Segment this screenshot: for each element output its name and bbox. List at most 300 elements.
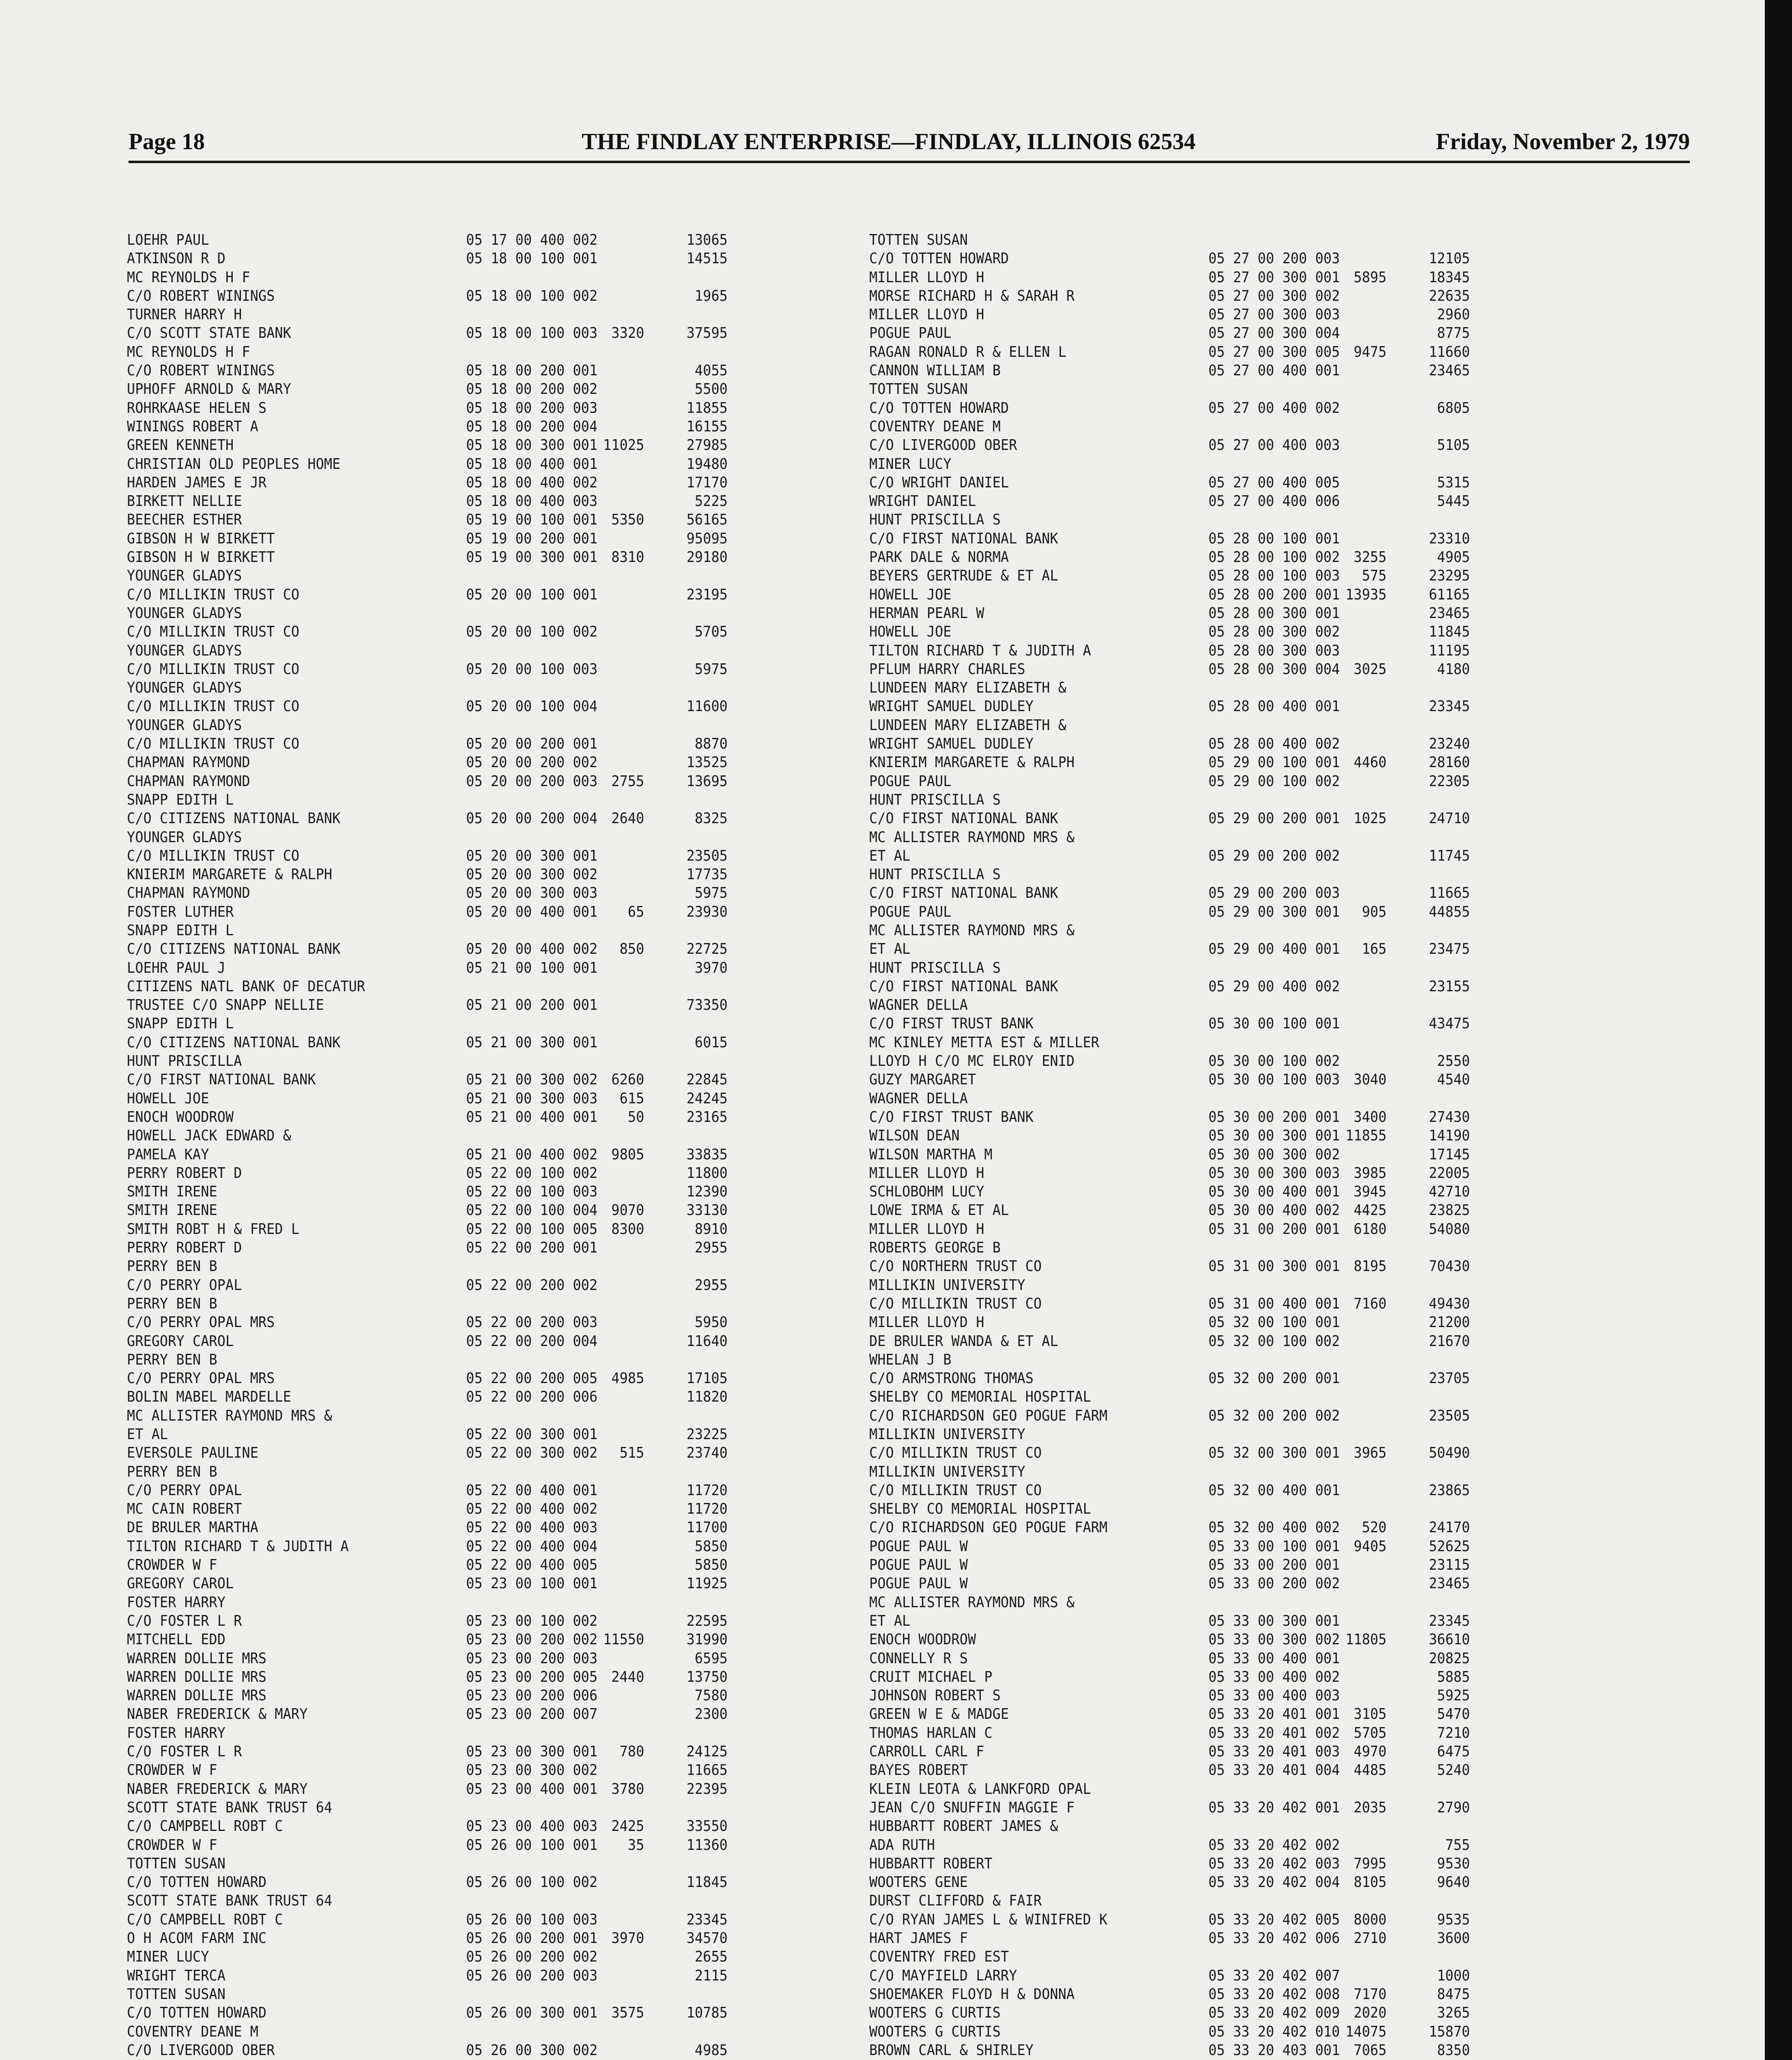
parcel-number: 05 27 00 400 006 <box>1208 493 1340 510</box>
parcel-number: 05 30 00 400 002 <box>1208 1202 1340 1219</box>
assessed-value: 50490 <box>1429 1444 1470 1462</box>
tax-amount: 2425 <box>611 1818 644 1835</box>
listing-row <box>127 1556 790 1574</box>
owner-name: PERRY BEN B <box>127 1351 218 1368</box>
parcel-number: 05 30 00 300 002 <box>1208 1146 1340 1163</box>
owner-name: UPHOFF ARNOLD & MARY <box>127 381 291 398</box>
tax-amount: 2035 <box>1354 1799 1387 1816</box>
assessed-value: 22595 <box>686 1612 728 1629</box>
listing-row <box>127 1276 790 1295</box>
owner-name: WRIGHT SAMUEL DUDLEY <box>869 698 1034 715</box>
assessed-value: 36610 <box>1429 1631 1470 1648</box>
assessed-value: 11720 <box>686 1482 728 1499</box>
owner-name: WOOTERS GENE <box>869 1874 968 1891</box>
listing-row <box>127 1481 790 1500</box>
tax-amount: 6260 <box>611 1071 644 1089</box>
parcel-number: 05 22 00 300 002 <box>466 1444 598 1462</box>
listing-row <box>869 249 1532 268</box>
listing-row <box>127 1817 790 1835</box>
assessed-value: 23465 <box>1429 1575 1470 1592</box>
owner-name: C/O MILLIKIN TRUST CO <box>127 660 299 678</box>
owner-name: BEYERS GERTRUDE & ET AL <box>869 567 1058 585</box>
assessed-value: 42710 <box>1429 1183 1470 1201</box>
assessed-value: 23345 <box>686 1911 728 1928</box>
owner-name: C/O PERRY OPAL MRS <box>127 1370 275 1387</box>
tax-amount: 9475 <box>1354 343 1387 360</box>
owner-name: LLOYD H C/O MC ELROY ENID <box>869 1053 1075 1070</box>
parcel-number: 05 21 00 300 003 <box>466 1090 598 1107</box>
listing-row <box>869 2023 1532 2041</box>
parcel-number: 05 33 20 402 010 <box>1208 2023 1340 2040</box>
owner-name: SMITH IRENE <box>127 1183 218 1201</box>
listing-row <box>127 1686 790 1705</box>
parcel-number: 05 33 00 300 002 <box>1208 1631 1340 1648</box>
listing-row <box>869 1201 1532 1220</box>
listing-row <box>127 1537 790 1556</box>
listing-row <box>869 809 1532 828</box>
owner-name: GREEN W E & MADGE <box>869 1706 1009 1723</box>
listing-row <box>127 1332 790 1351</box>
owner-name: WILSON MARTHA M <box>869 1146 993 1163</box>
assessed-value: 23705 <box>1429 1370 1470 1387</box>
owner-name: BEECHER ESTHER <box>127 511 242 529</box>
owner-name: POGUE PAUL W <box>869 1557 968 1574</box>
parcel-number: 05 27 00 400 003 <box>1208 437 1340 454</box>
parcel-number: 05 28 00 300 001 <box>1208 604 1340 622</box>
newspaper-title: THE FINDLAY ENTERPRISE—FINDLAY, ILLINOIS 62534 <box>582 129 1196 154</box>
owner-name: C/O CAMPBELL ROBT C <box>127 1911 283 1928</box>
listing-row <box>127 585 790 604</box>
listing-row <box>127 884 790 902</box>
owner-name: C/O PERRY OPAL <box>127 1482 242 1499</box>
listing-row <box>869 753 1532 772</box>
owner-name: C/O TOTTEN HOWARD <box>869 399 1009 417</box>
owner-name: C/O FIRST NATIONAL BANK <box>869 810 1058 827</box>
parcel-number: 05 30 00 200 001 <box>1208 1108 1340 1126</box>
tax-amount: 5705 <box>1354 1724 1387 1742</box>
assessed-value: 11845 <box>1429 623 1470 641</box>
tax-amount: 2755 <box>611 772 644 790</box>
assessed-value: 23465 <box>1429 362 1470 379</box>
listing-row <box>869 1052 1532 1070</box>
listing-row <box>869 324 1532 342</box>
parcel-number: 05 26 00 200 001 <box>466 1930 598 1947</box>
parcel-number: 05 33 20 401 002 <box>1208 1724 1340 1742</box>
owner-name: WILSON DEAN <box>869 1127 960 1145</box>
assessed-value: 2955 <box>695 1276 728 1294</box>
listing-row <box>869 1556 1532 1574</box>
parcel-number: 05 33 20 402 006 <box>1208 1930 1340 1947</box>
parcel-number: 05 22 00 200 003 <box>466 1314 598 1331</box>
owner-name: C/O RICHARDSON GEO POGUE FARM <box>869 1407 1108 1424</box>
listing-row <box>127 1891 790 1910</box>
owner-name: WAGNER DELLA <box>869 997 968 1014</box>
assessed-value: 11855 <box>686 399 728 417</box>
parcel-number: 05 19 00 100 001 <box>466 511 598 529</box>
listing-row <box>869 735 1532 753</box>
listing-row <box>869 1705 1532 1723</box>
listing-row <box>869 1817 1532 1835</box>
listing-row <box>127 566 790 585</box>
tax-amount: 50 <box>627 1108 644 1126</box>
owner-name: WARREN DOLLIE MRS <box>127 1650 267 1667</box>
assessed-value: 5445 <box>1437 493 1470 510</box>
listing-row <box>869 1686 1532 1705</box>
owner-name: CITIZENS NATL BANK OF DECATUR <box>127 978 365 995</box>
tax-amount: 780 <box>619 1743 644 1760</box>
owner-name: POGUE PAUL W <box>869 1538 968 1555</box>
listing-row <box>869 1891 1532 1910</box>
owner-name: LOEHR PAUL <box>127 232 209 248</box>
parcel-number: 05 18 00 300 001 <box>466 437 598 454</box>
tax-amount: 5350 <box>611 511 644 529</box>
parcel-number: 05 33 00 100 001 <box>1208 1538 1340 1555</box>
assessed-value: 5705 <box>695 623 728 641</box>
listing-row <box>869 996 1532 1014</box>
parcel-number: 05 26 00 100 002 <box>466 1874 598 1891</box>
listing-row <box>127 1966 790 1985</box>
listing-row <box>869 1257 1532 1276</box>
listing-row <box>127 1985 790 2004</box>
listing-row <box>127 697 790 716</box>
issue-date: Friday, November 2, 1979 <box>1436 129 1690 154</box>
assessed-value: 19480 <box>686 455 728 473</box>
listing-row <box>869 529 1532 548</box>
tax-amount: 35 <box>627 1836 644 1854</box>
listing-row <box>127 1612 790 1630</box>
listing-row <box>127 1089 790 1108</box>
assessed-value: 24710 <box>1429 810 1470 827</box>
listing-row <box>127 1854 790 1873</box>
listing-row <box>127 287 790 305</box>
assessed-value: 29180 <box>686 549 728 566</box>
assessed-value: 37595 <box>686 325 728 342</box>
listing-row <box>127 1351 790 1369</box>
owner-name: KNIERIM MARGARETE & RALPH <box>869 754 1075 771</box>
parcel-number: 05 29 00 200 001 <box>1208 810 1340 827</box>
assessed-value: 11700 <box>686 1519 728 1536</box>
owner-name: PERRY BEN B <box>127 1258 218 1275</box>
assessed-value: 49430 <box>1429 1295 1470 1312</box>
owner-name: C/O ROBERT WININGS <box>127 362 275 379</box>
listing-row <box>869 455 1532 473</box>
parcel-number: 05 23 00 200 006 <box>466 1687 598 1704</box>
tax-amount: 65 <box>627 903 644 920</box>
assessed-value: 14515 <box>686 250 728 267</box>
listing-row <box>127 1780 790 1798</box>
tax-amount: 905 <box>1362 903 1387 920</box>
owner-name: CHRISTIAN OLD PEOPLES HOME <box>127 455 341 473</box>
assessed-value: 5975 <box>695 885 728 902</box>
listing-row <box>869 716 1532 735</box>
listing-row <box>869 287 1532 305</box>
tax-amount: 515 <box>619 1444 644 1462</box>
assessed-value: 8475 <box>1437 1985 1470 2003</box>
listing-row <box>869 1369 1532 1388</box>
owner-name: HUBBARTT ROBERT JAMES & <box>869 1818 1058 1835</box>
assessed-value: 4540 <box>1437 1071 1470 1089</box>
parcel-number: 05 23 00 300 002 <box>466 1762 598 1779</box>
parcel-number: 05 22 00 400 001 <box>466 1482 598 1499</box>
owner-name: WRIGHT SAMUEL DUDLEY <box>869 735 1034 753</box>
owner-name: COVENTRY DEANE M <box>869 418 1001 435</box>
listing-row <box>127 492 790 510</box>
listing-row <box>127 268 790 287</box>
assessed-value: 11745 <box>1429 847 1470 864</box>
listing-row <box>127 1761 790 1779</box>
owner-name: HUNT PRISCILLA S <box>869 866 1001 883</box>
parcel-number: 05 18 00 400 002 <box>466 474 598 491</box>
owner-name: ADA RUTH <box>869 1836 935 1854</box>
listing-row <box>869 1089 1532 1108</box>
page-number: Page 18 <box>129 129 205 154</box>
parcel-number: 05 23 00 400 001 <box>466 1780 598 1798</box>
tax-amount: 1025 <box>1354 810 1387 827</box>
assessed-value: 2550 <box>1437 1053 1470 1070</box>
owner-name: JOHNSON ROBERT S <box>869 1687 1001 1704</box>
parcel-number: 05 22 00 400 004 <box>466 1538 598 1555</box>
parcel-number: 05 28 00 100 001 <box>1208 530 1340 547</box>
listing-row <box>869 1537 1532 1556</box>
listing-row <box>869 548 1532 566</box>
assessed-value: 95095 <box>686 530 728 547</box>
parcel-number: 05 29 00 100 002 <box>1208 772 1340 790</box>
owner-name: C/O MILLIKIN TRUST CO <box>869 1295 1042 1312</box>
owner-name: HARDEN JAMES E JR <box>127 474 267 491</box>
assessed-value: 21200 <box>1429 1314 1470 1331</box>
owner-name: C/O FIRST TRUST BANK <box>869 1108 1034 1126</box>
listing-row <box>869 641 1532 660</box>
assessed-value: 6475 <box>1437 1743 1470 1760</box>
listing-row <box>869 1780 1532 1798</box>
listing-row <box>869 1612 1532 1630</box>
listing-row <box>869 1929 1532 1948</box>
assessed-value: 16155 <box>686 418 728 435</box>
assessed-value: 7580 <box>695 1687 728 1704</box>
tax-amount: 575 <box>1362 567 1387 585</box>
listing-row <box>127 1220 790 1238</box>
listing-row <box>869 1463 1532 1481</box>
assessed-value: 23475 <box>1429 941 1470 958</box>
listing-row <box>869 623 1532 641</box>
parcel-number: 05 29 00 200 002 <box>1208 847 1340 864</box>
parcel-number: 05 33 20 402 007 <box>1208 1967 1340 1984</box>
assessed-value: 54080 <box>1429 1220 1470 1238</box>
assessed-value: 18345 <box>1429 269 1470 286</box>
parcel-number: 05 18 00 100 001 <box>466 250 598 267</box>
tax-amount: 9405 <box>1354 1538 1387 1555</box>
owner-name: WAGNER DELLA <box>869 1090 968 1107</box>
owner-name: CANNON WILLIAM B <box>869 362 1001 379</box>
listing-row <box>869 1836 1532 1854</box>
parcel-number: 05 18 00 400 003 <box>466 493 598 510</box>
parcel-number: 05 20 00 100 001 <box>466 586 598 603</box>
listing-row <box>869 1444 1532 1462</box>
listing-row <box>869 884 1532 902</box>
parcel-number: 05 20 00 300 003 <box>466 885 598 902</box>
owner-name: GREEN KENNETH <box>127 437 234 454</box>
parcel-number: 05 27 00 300 003 <box>1208 306 1340 323</box>
parcel-number: 05 23 00 200 003 <box>466 1650 598 1667</box>
listing-row <box>127 2004 790 2022</box>
owner-name: COVENTRY DEANE M <box>127 2023 259 2040</box>
listing-row <box>869 1182 1532 1201</box>
parcel-number: 05 26 00 300 001 <box>466 2004 598 2022</box>
parcel-number: 05 23 00 200 005 <box>466 1668 598 1685</box>
owner-name: SHELBY CO MEMORIAL HOSPITAL <box>869 1501 1091 1518</box>
parcel-number: 05 33 20 401 003 <box>1208 1743 1340 1760</box>
listing-row <box>869 1425 1532 1444</box>
owner-name: C/O FIRST NATIONAL BANK <box>869 978 1058 995</box>
listing-row <box>127 604 790 623</box>
parcel-number: 05 21 00 400 001 <box>466 1108 598 1126</box>
parcel-number: 05 28 00 100 003 <box>1208 567 1340 585</box>
owner-name: PAMELA KAY <box>127 1146 209 1163</box>
listing-row <box>869 791 1532 809</box>
listing-row <box>869 847 1532 865</box>
listing-row <box>869 865 1532 884</box>
listing-row <box>869 1668 1532 1686</box>
listing-row <box>869 1313 1532 1332</box>
parcel-number: 05 20 00 200 003 <box>466 772 598 790</box>
assessed-value: 2300 <box>695 1706 728 1723</box>
owner-name: MITCHELL EDD <box>127 1631 226 1648</box>
listing-row <box>869 772 1532 791</box>
owner-name: THOMAS HARLAN C <box>869 1724 993 1742</box>
listing-row <box>127 1873 790 1891</box>
assessed-value: 11720 <box>686 1501 728 1518</box>
listing-row <box>127 1742 790 1761</box>
owner-name: PERRY BEN B <box>127 1295 218 1312</box>
owner-name: MC REYNOLDS H F <box>127 269 250 286</box>
parcel-number: 05 29 00 300 001 <box>1208 903 1340 920</box>
owner-name: NABER FREDERICK & MARY <box>127 1706 308 1723</box>
owner-name: C/O PERRY OPAL MRS <box>127 1314 275 1331</box>
owner-name: WRIGHT TERCA <box>127 1967 226 1984</box>
parcel-number: 05 30 00 100 002 <box>1208 1053 1340 1070</box>
assessed-value: 8910 <box>695 1220 728 1238</box>
owner-name: FOSTER HARRY <box>127 1594 226 1611</box>
parcel-number: 05 33 00 200 001 <box>1208 1557 1340 1574</box>
owner-name: CHAPMAN RAYMOND <box>127 772 250 790</box>
tax-amount: 3575 <box>611 2004 644 2022</box>
listing-row <box>869 1295 1532 1313</box>
owner-name: SHELBY CO MEMORIAL HOSPITAL <box>869 1388 1091 1406</box>
listing-row <box>869 268 1532 287</box>
listing-row <box>127 1910 790 1929</box>
owner-name: WININGS ROBERT A <box>127 418 259 435</box>
parcel-number: 05 29 00 200 003 <box>1208 885 1340 902</box>
owner-name: FOSTER HARRY <box>127 1724 226 1742</box>
listing-row <box>127 1108 790 1126</box>
owner-name: TILTON RICHARD T & JUDITH A <box>127 1538 349 1555</box>
listing-row <box>127 809 790 828</box>
parcel-number: 05 33 20 402 008 <box>1208 1985 1340 2003</box>
owner-name: TOTTEN SUSAN <box>127 1855 226 1872</box>
parcel-number: 05 33 00 400 001 <box>1208 1650 1340 1667</box>
listing-row <box>127 716 790 735</box>
owner-name: LUNDEEN MARY ELIZABETH & <box>869 716 1067 734</box>
listing-row <box>127 641 790 660</box>
listing-row <box>869 1014 1532 1033</box>
assessed-value: 17105 <box>686 1370 728 1387</box>
parcel-number: 05 33 00 300 001 <box>1208 1612 1340 1629</box>
listing-row <box>869 2041 1532 2060</box>
owner-name: GREGORY CAROL <box>127 1332 234 1350</box>
parcel-number: 05 32 00 200 001 <box>1208 1370 1340 1387</box>
listing-row <box>869 231 1532 249</box>
listing-row <box>127 1313 790 1332</box>
listing-row <box>869 1518 1532 1537</box>
owner-name: HUNT PRISCILLA S <box>869 791 1001 808</box>
parcel-number: 05 31 00 400 001 <box>1208 1295 1340 1312</box>
parcel-number: 05 30 00 300 003 <box>1208 1164 1340 1182</box>
parcel-number: 05 32 00 100 002 <box>1208 1332 1340 1350</box>
parcel-number: 05 28 00 400 001 <box>1208 698 1340 715</box>
owner-name: C/O MAYFIELD LARRY <box>869 1967 1017 1984</box>
owner-name: C/O CITIZENS NATIONAL BANK <box>127 810 341 827</box>
listing-row <box>127 249 790 268</box>
parcel-number: 05 22 00 400 003 <box>466 1519 598 1536</box>
parcel-number: 05 20 00 100 002 <box>466 623 598 641</box>
listing-row <box>869 1070 1532 1089</box>
owner-name: HOWELL JOE <box>869 623 952 641</box>
owner-name: HUNT PRISCILLA S <box>869 511 1001 529</box>
owner-name: MC KINLEY METTA EST & MILLER <box>869 1034 1100 1051</box>
assessed-value: 23310 <box>1429 530 1470 547</box>
owner-name: C/O LIVERGOOD OBER <box>127 2041 275 2059</box>
listing-row <box>127 996 790 1014</box>
listing-row <box>127 1425 790 1444</box>
owner-name: WARREN DOLLIE MRS <box>127 1687 267 1704</box>
parcel-number: 05 26 00 100 001 <box>466 1836 598 1854</box>
parcel-number: 05 32 00 200 002 <box>1208 1407 1340 1424</box>
assessed-value: 8870 <box>695 735 728 753</box>
tax-amount: 2640 <box>611 810 644 827</box>
parcel-number: 05 27 00 300 001 <box>1208 269 1340 286</box>
assessed-value: 9640 <box>1437 1874 1470 1891</box>
owner-name: C/O MILLIKIN TRUST CO <box>127 586 299 603</box>
owner-name: GUZY MARGARET <box>869 1071 976 1089</box>
listing-row <box>869 1593 1532 1612</box>
assessed-value: 5850 <box>695 1557 728 1574</box>
assessed-value: 15870 <box>1429 2023 1470 2040</box>
owner-name: C/O MILLIKIN TRUST CO <box>127 847 299 864</box>
owner-name: ATKINSON R D <box>127 250 226 267</box>
owner-name: BOLIN MABEL MARDELLE <box>127 1388 291 1406</box>
parcel-number: 05 33 20 401 004 <box>1208 1762 1340 1779</box>
listing-row <box>127 772 790 791</box>
assessed-value: 12390 <box>686 1183 728 1201</box>
listing-row <box>127 2023 790 2041</box>
assessed-value: 5950 <box>695 1314 728 1331</box>
owner-name: SNAPP EDITH L <box>127 791 234 808</box>
tax-amount: 6180 <box>1354 1220 1387 1238</box>
scan-edge-shadow <box>1765 0 1792 2060</box>
listing-row <box>127 1668 790 1686</box>
owner-name: HUBBARTT ROBERT <box>869 1855 993 1872</box>
listing-row <box>127 1500 790 1518</box>
listing-row <box>869 1574 1532 1593</box>
owner-name: DE BRULER MARTHA <box>127 1519 259 1536</box>
owner-name: ROBERTS GEORGE B <box>869 1239 1001 1257</box>
listing-row <box>869 510 1532 529</box>
listing-row <box>869 1238 1532 1257</box>
parcel-number: 05 26 00 200 002 <box>466 1948 598 1966</box>
assessed-value: 4180 <box>1437 660 1470 678</box>
listing-row <box>127 1798 790 1817</box>
listing-row <box>869 2004 1532 2022</box>
